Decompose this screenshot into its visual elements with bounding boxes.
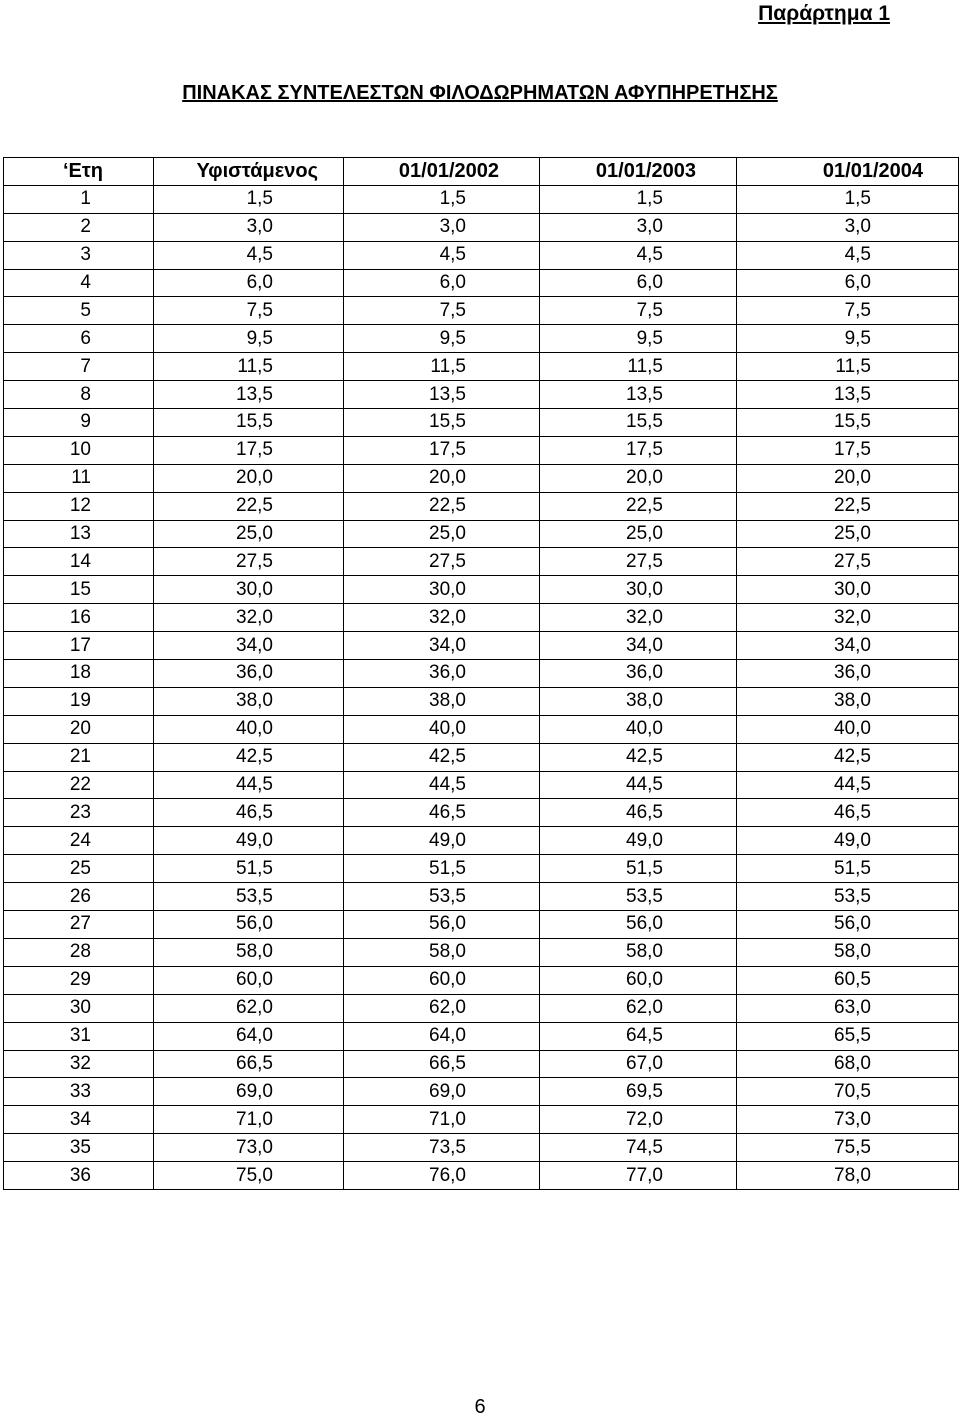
- cell-2003: 62,0: [540, 994, 737, 1022]
- cell-existing: 44,5: [154, 771, 344, 799]
- cell-2003: 6,0: [540, 269, 737, 297]
- cell-2002: 22,5: [344, 492, 540, 520]
- cell-existing: 7,5: [154, 297, 344, 325]
- cell-years: 18: [4, 660, 154, 688]
- table-row: [4, 966, 959, 994]
- table-row: [4, 548, 959, 576]
- cell-years: 6: [4, 325, 154, 353]
- cell-2002: 32,0: [344, 604, 540, 632]
- cell-existing: 73,0: [154, 1134, 344, 1162]
- cell-existing: 49,0: [154, 827, 344, 855]
- cell-2004: 49,0: [737, 827, 959, 855]
- cell-2004: 7,5: [737, 297, 959, 325]
- cell-years: 14: [4, 548, 154, 576]
- cell-2002: 36,0: [344, 660, 540, 688]
- cell-2002: 30,0: [344, 576, 540, 604]
- cell-existing: 75,0: [154, 1162, 344, 1190]
- cell-2004: 75,5: [737, 1134, 959, 1162]
- cell-2003: 42,5: [540, 743, 737, 771]
- cell-2003: 49,0: [540, 827, 737, 855]
- cell-2003: 1,5: [540, 185, 737, 213]
- header-2002: 01/01/2002: [344, 158, 540, 186]
- cell-existing: 3,0: [154, 213, 344, 241]
- table-row: [4, 520, 959, 548]
- cell-existing: 36,0: [154, 660, 344, 688]
- table-row: [4, 660, 959, 688]
- annex-label: Παράρτημα 1: [758, 2, 890, 25]
- cell-2003: 74,5: [540, 1134, 737, 1162]
- cell-existing: 62,0: [154, 994, 344, 1022]
- cell-2003: 32,0: [540, 604, 737, 632]
- cell-existing: 11,5: [154, 353, 344, 381]
- cell-2004: 56,0: [737, 911, 959, 939]
- cell-2002: 34,0: [344, 632, 540, 660]
- cell-2003: 46,5: [540, 799, 737, 827]
- cell-2004: 36,0: [737, 660, 959, 688]
- cell-2004: 27,5: [737, 548, 959, 576]
- cell-2004: 58,0: [737, 938, 959, 966]
- cell-years: 29: [4, 966, 154, 994]
- table-row: [4, 213, 959, 241]
- cell-years: 36: [4, 1162, 154, 1190]
- cell-2003: 9,5: [540, 325, 737, 353]
- cell-2004: 70,5: [737, 1078, 959, 1106]
- page-number: 6: [474, 1396, 486, 1418]
- cell-existing: 32,0: [154, 604, 344, 632]
- cell-years: 4: [4, 269, 154, 297]
- cell-2002: 11,5: [344, 353, 540, 381]
- cell-existing: 4,5: [154, 241, 344, 269]
- cell-years: 13: [4, 520, 154, 548]
- cell-existing: 56,0: [154, 911, 344, 939]
- cell-existing: 51,5: [154, 855, 344, 883]
- cell-2002: 44,5: [344, 771, 540, 799]
- cell-2003: 38,0: [540, 687, 737, 715]
- table-body: [4, 185, 959, 1189]
- cell-years: 3: [4, 241, 154, 269]
- cell-2003: 36,0: [540, 660, 737, 688]
- cell-2003: 22,5: [540, 492, 737, 520]
- cell-2004: 65,5: [737, 1022, 959, 1050]
- table-row: [4, 1134, 959, 1162]
- cell-2002: 46,5: [344, 799, 540, 827]
- cell-2003: 53,5: [540, 883, 737, 911]
- table-row: [4, 743, 959, 771]
- cell-existing: 15,5: [154, 409, 344, 437]
- cell-existing: 53,5: [154, 883, 344, 911]
- page-title-text: ΠΙΝΑΚΑΣ ΣΥΝΤΕΛΕΣΤΩΝ ΦΙΛΟΔΩΡΗΜΑΤΩΝ ΑΦΥΠΗΡΕΤΗΣΗΣ: [182, 82, 778, 104]
- cell-2004: 51,5: [737, 855, 959, 883]
- cell-2004: 40,0: [737, 715, 959, 743]
- table-row: [4, 241, 959, 269]
- cell-2003: 20,0: [540, 464, 737, 492]
- cell-2002: 58,0: [344, 938, 540, 966]
- cell-2004: 30,0: [737, 576, 959, 604]
- cell-2002: 38,0: [344, 687, 540, 715]
- table-row: [4, 436, 959, 464]
- cell-2003: 51,5: [540, 855, 737, 883]
- table-row: [4, 799, 959, 827]
- cell-2004: 78,0: [737, 1162, 959, 1190]
- coefficients-table: [3, 157, 959, 1190]
- cell-2002: 56,0: [344, 911, 540, 939]
- cell-2002: 66,5: [344, 1050, 540, 1078]
- table-row: [4, 381, 959, 409]
- cell-2002: 9,5: [344, 325, 540, 353]
- cell-2002: 76,0: [344, 1162, 540, 1190]
- table-row: [4, 883, 959, 911]
- cell-existing: 69,0: [154, 1078, 344, 1106]
- cell-2003: 44,5: [540, 771, 737, 799]
- cell-2004: 68,0: [737, 1050, 959, 1078]
- page-title: [0, 80, 960, 106]
- cell-2002: 6,0: [344, 269, 540, 297]
- cell-2002: 53,5: [344, 883, 540, 911]
- cell-2003: 17,5: [540, 436, 737, 464]
- cell-existing: 22,5: [154, 492, 344, 520]
- cell-2003: 25,0: [540, 520, 737, 548]
- cell-2003: 3,0: [540, 213, 737, 241]
- cell-2004: 46,5: [737, 799, 959, 827]
- cell-2002: 20,0: [344, 464, 540, 492]
- cell-2003: 30,0: [540, 576, 737, 604]
- cell-2003: 40,0: [540, 715, 737, 743]
- cell-existing: 40,0: [154, 715, 344, 743]
- cell-2004: 44,5: [737, 771, 959, 799]
- table-row: [4, 269, 959, 297]
- cell-2004: 15,5: [737, 409, 959, 437]
- header-years: ‘Ετη: [4, 158, 154, 186]
- cell-2002: 51,5: [344, 855, 540, 883]
- cell-2004: 1,5: [737, 185, 959, 213]
- cell-years: 22: [4, 771, 154, 799]
- cell-2002: 69,0: [344, 1078, 540, 1106]
- cell-years: 20: [4, 715, 154, 743]
- cell-2002: 49,0: [344, 827, 540, 855]
- cell-2004: 17,5: [737, 436, 959, 464]
- cell-existing: 6,0: [154, 269, 344, 297]
- cell-2003: 7,5: [540, 297, 737, 325]
- cell-years: 2: [4, 213, 154, 241]
- cell-years: 7: [4, 353, 154, 381]
- cell-2004: 11,5: [737, 353, 959, 381]
- cell-2004: 32,0: [737, 604, 959, 632]
- header-existing: Υφιστάμενος: [154, 158, 344, 186]
- cell-existing: 17,5: [154, 436, 344, 464]
- cell-years: 16: [4, 604, 154, 632]
- cell-2003: 67,0: [540, 1050, 737, 1078]
- cell-years: 25: [4, 855, 154, 883]
- cell-2004: 42,5: [737, 743, 959, 771]
- table-row: [4, 855, 959, 883]
- cell-2002: 1,5: [344, 185, 540, 213]
- table-row: [4, 325, 959, 353]
- cell-2003: 27,5: [540, 548, 737, 576]
- table-row: [4, 185, 959, 213]
- cell-years: 17: [4, 632, 154, 660]
- table-row: [4, 715, 959, 743]
- cell-existing: 9,5: [154, 325, 344, 353]
- cell-years: 21: [4, 743, 154, 771]
- cell-years: 23: [4, 799, 154, 827]
- cell-2003: 72,0: [540, 1106, 737, 1134]
- table-row: [4, 632, 959, 660]
- cell-2002: 40,0: [344, 715, 540, 743]
- cell-years: 5: [4, 297, 154, 325]
- cell-2004: 53,5: [737, 883, 959, 911]
- cell-existing: 30,0: [154, 576, 344, 604]
- cell-years: 12: [4, 492, 154, 520]
- cell-2003: 58,0: [540, 938, 737, 966]
- cell-existing: 46,5: [154, 799, 344, 827]
- table-row: [4, 1106, 959, 1134]
- cell-years: 35: [4, 1134, 154, 1162]
- cell-2003: 64,5: [540, 1022, 737, 1050]
- cell-years: 10: [4, 436, 154, 464]
- cell-2004: 60,5: [737, 966, 959, 994]
- table-row: [4, 1078, 959, 1106]
- cell-2003: 60,0: [540, 966, 737, 994]
- cell-years: 15: [4, 576, 154, 604]
- cell-2004: 22,5: [737, 492, 959, 520]
- cell-existing: 34,0: [154, 632, 344, 660]
- table-row: [4, 464, 959, 492]
- cell-2003: 77,0: [540, 1162, 737, 1190]
- cell-2004: 63,0: [737, 994, 959, 1022]
- cell-years: 31: [4, 1022, 154, 1050]
- cell-2003: 56,0: [540, 911, 737, 939]
- table-row: [4, 771, 959, 799]
- cell-2004: 25,0: [737, 520, 959, 548]
- table-row: [4, 576, 959, 604]
- cell-years: 30: [4, 994, 154, 1022]
- cell-years: 1: [4, 185, 154, 213]
- cell-2002: 17,5: [344, 436, 540, 464]
- cell-2004: 73,0: [737, 1106, 959, 1134]
- cell-existing: 20,0: [154, 464, 344, 492]
- table-row: [4, 297, 959, 325]
- cell-2004: 13,5: [737, 381, 959, 409]
- cell-2002: 71,0: [344, 1106, 540, 1134]
- cell-2004: 3,0: [737, 213, 959, 241]
- table-row: [4, 994, 959, 1022]
- table-row: [4, 604, 959, 632]
- cell-2003: 69,5: [540, 1078, 737, 1106]
- table-row: [4, 409, 959, 437]
- cell-existing: 71,0: [154, 1106, 344, 1134]
- cell-2002: 3,0: [344, 213, 540, 241]
- cell-years: 19: [4, 687, 154, 715]
- table-row: [4, 827, 959, 855]
- cell-2002: 42,5: [344, 743, 540, 771]
- cell-years: 34: [4, 1106, 154, 1134]
- table-row: [4, 1050, 959, 1078]
- table-row: [4, 492, 959, 520]
- cell-2002: 27,5: [344, 548, 540, 576]
- table-row: [4, 911, 959, 939]
- cell-2003: 15,5: [540, 409, 737, 437]
- cell-existing: 64,0: [154, 1022, 344, 1050]
- cell-existing: 58,0: [154, 938, 344, 966]
- cell-2003: 13,5: [540, 381, 737, 409]
- cell-2004: 38,0: [737, 687, 959, 715]
- cell-years: 28: [4, 938, 154, 966]
- cell-2003: 11,5: [540, 353, 737, 381]
- cell-existing: 42,5: [154, 743, 344, 771]
- cell-years: 8: [4, 381, 154, 409]
- cell-existing: 13,5: [154, 381, 344, 409]
- cell-existing: 60,0: [154, 966, 344, 994]
- cell-2002: 4,5: [344, 241, 540, 269]
- cell-2004: 9,5: [737, 325, 959, 353]
- cell-years: 24: [4, 827, 154, 855]
- cell-existing: 25,0: [154, 520, 344, 548]
- cell-2002: 15,5: [344, 409, 540, 437]
- cell-2002: 62,0: [344, 994, 540, 1022]
- cell-2002: 73,5: [344, 1134, 540, 1162]
- cell-existing: 38,0: [154, 687, 344, 715]
- table-row: [4, 1162, 959, 1190]
- table-row: [4, 938, 959, 966]
- cell-2002: 13,5: [344, 381, 540, 409]
- cell-2003: 34,0: [540, 632, 737, 660]
- header-2004: 01/01/2004: [737, 158, 959, 186]
- cell-years: 9: [4, 409, 154, 437]
- cell-years: 33: [4, 1078, 154, 1106]
- cell-2004: 34,0: [737, 632, 959, 660]
- cell-years: 32: [4, 1050, 154, 1078]
- cell-2004: 4,5: [737, 241, 959, 269]
- cell-2002: 25,0: [344, 520, 540, 548]
- table-row: [4, 1022, 959, 1050]
- cell-years: 27: [4, 911, 154, 939]
- cell-years: 11: [4, 464, 154, 492]
- cell-2004: 20,0: [737, 464, 959, 492]
- cell-2003: 4,5: [540, 241, 737, 269]
- cell-existing: 1,5: [154, 185, 344, 213]
- table-row: [4, 687, 959, 715]
- cell-2002: 64,0: [344, 1022, 540, 1050]
- table-header-row: [4, 158, 959, 186]
- cell-2002: 7,5: [344, 297, 540, 325]
- cell-years: 26: [4, 883, 154, 911]
- cell-2004: 6,0: [737, 269, 959, 297]
- cell-2002: 60,0: [344, 966, 540, 994]
- cell-existing: 27,5: [154, 548, 344, 576]
- cell-existing: 66,5: [154, 1050, 344, 1078]
- header-2003: 01/01/2003: [540, 158, 737, 186]
- table-row: [4, 353, 959, 381]
